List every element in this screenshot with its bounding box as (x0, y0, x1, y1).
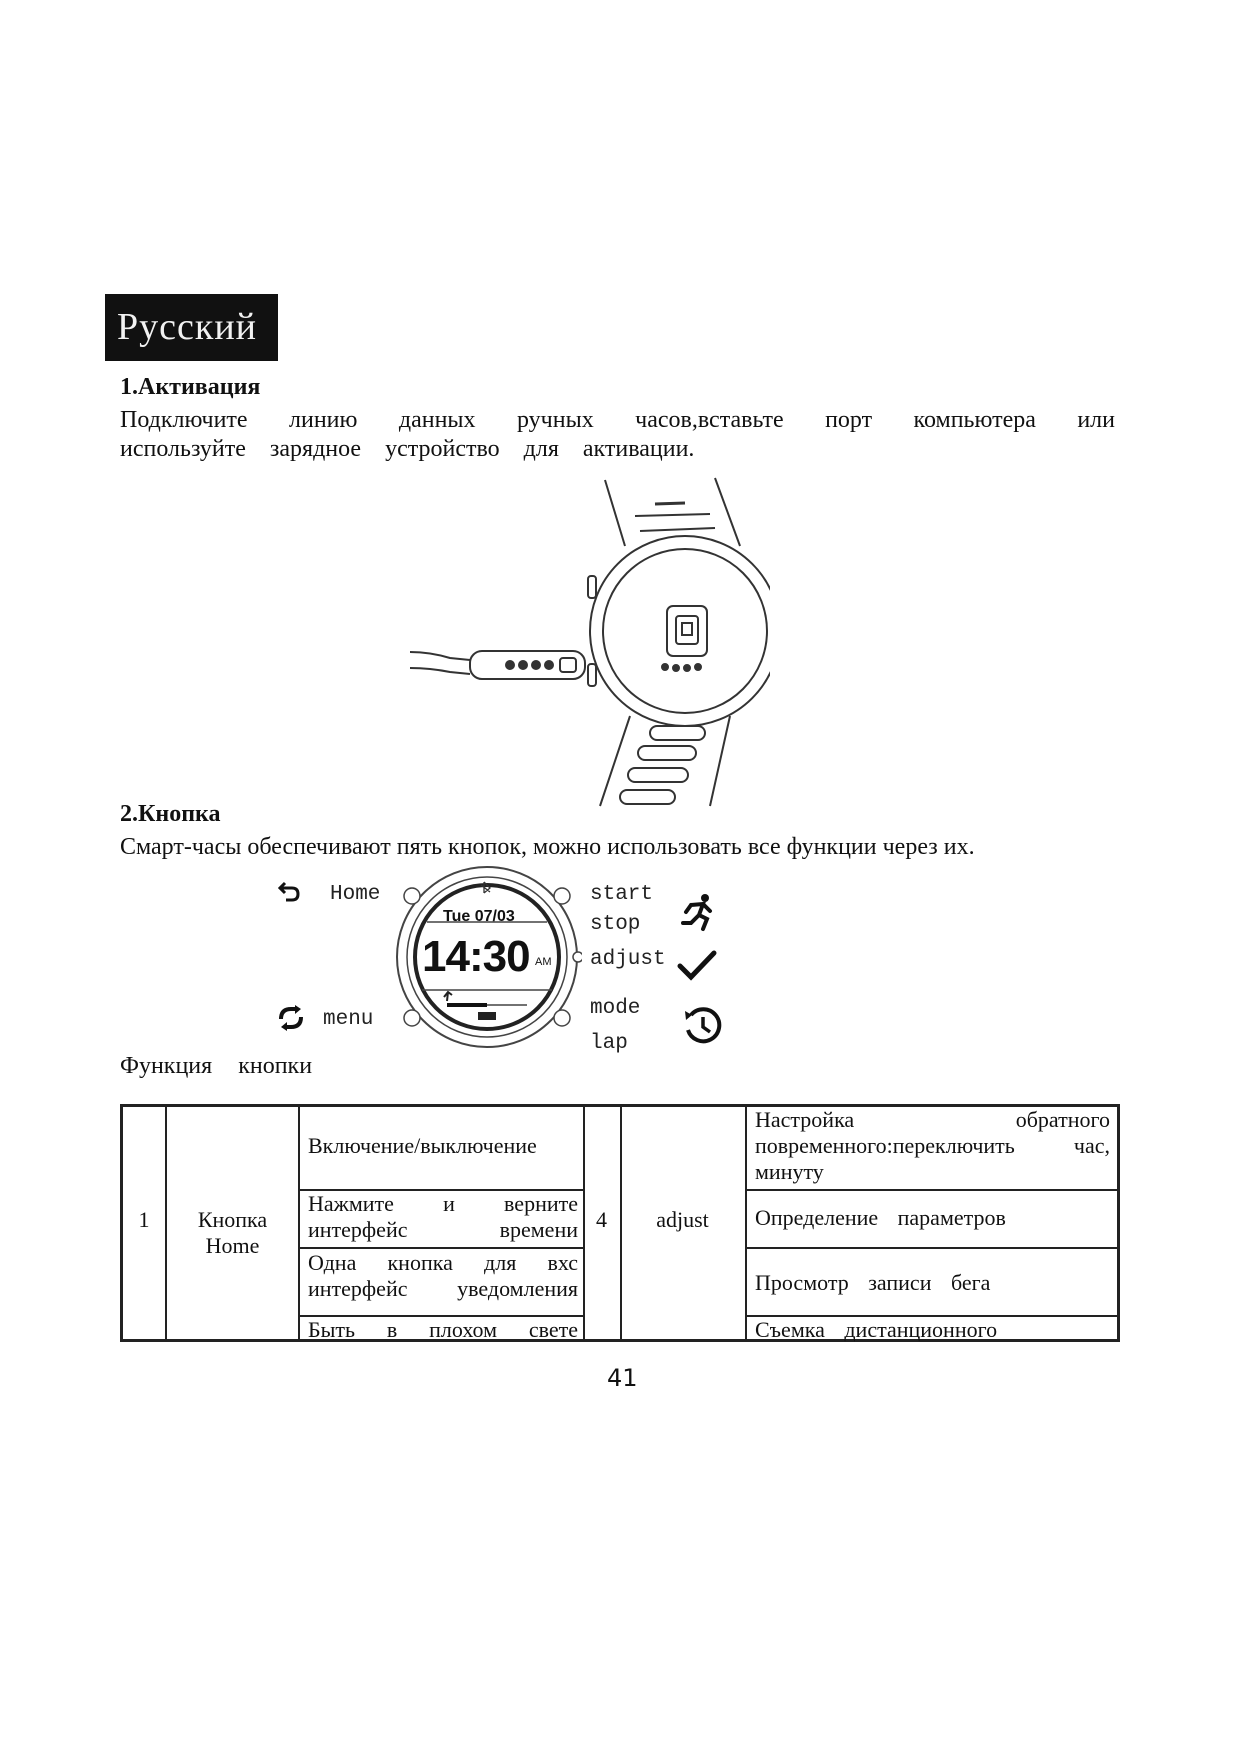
table-cell: Просмотр записи бега (755, 1270, 991, 1295)
table-cell: Съемка дистанционного (755, 1317, 998, 1342)
lap-label: lap (590, 1032, 628, 1055)
running-man-icon (677, 893, 717, 933)
table-row-number-4: 4 (596, 1207, 607, 1232)
screen-time: 14:30 (422, 932, 530, 981)
table-button-name-home: Кнопка Home (197, 1207, 268, 1258)
table-cell: Нажмите и верните интерфейс времени (308, 1191, 578, 1242)
section2-heading: 2.Кнопка (120, 801, 221, 827)
table-row-number-1: 1 (138, 1207, 150, 1232)
adjust-label: adjust (590, 948, 666, 971)
functions-heading: Функция кнопки (120, 1053, 313, 1079)
language-label: Русский (105, 294, 278, 361)
screen-ampm: AM (535, 956, 552, 968)
table-cell: Определение параметров (755, 1205, 1006, 1230)
mode-label: mode (590, 997, 641, 1020)
home-label: Home (330, 883, 381, 906)
battery-icon (478, 1012, 496, 1020)
table-cell: Включение/выключение (308, 1133, 537, 1158)
back-arrow-icon (278, 880, 300, 902)
menu-label: menu (323, 1008, 374, 1031)
button-function-table (120, 1104, 1120, 1342)
table-cell: Одна кнопка для вхс интерфейс уведомления (308, 1250, 578, 1301)
history-icon (682, 1005, 724, 1047)
refresh-icon (276, 1005, 306, 1031)
section2-text: Смарт-часы обеспечивают пять кнопок, можно использовать все функции через их. (120, 834, 975, 860)
watch-charging-illustration (410, 476, 770, 816)
start-label: start (590, 883, 654, 906)
section1-text-line1: Подключите линию данных ручных часов,вставьте порт компьютера или (120, 407, 1115, 433)
table-cell: Быть в плохом свете (308, 1317, 578, 1342)
screen-date: Tue 07/03 (443, 908, 515, 925)
checkmark-icon (677, 950, 717, 982)
stop-label: stop (590, 913, 641, 936)
table-button-name-adjust: adjust (656, 1207, 709, 1232)
section1-text-line2: используйте зарядное устройство для активации. (120, 436, 695, 462)
table-cell: Настройка обратного повременного:переключить час, минуту (755, 1107, 1110, 1184)
section1-heading: 1.Активация (120, 374, 261, 400)
page-number: 41 (607, 1364, 638, 1392)
